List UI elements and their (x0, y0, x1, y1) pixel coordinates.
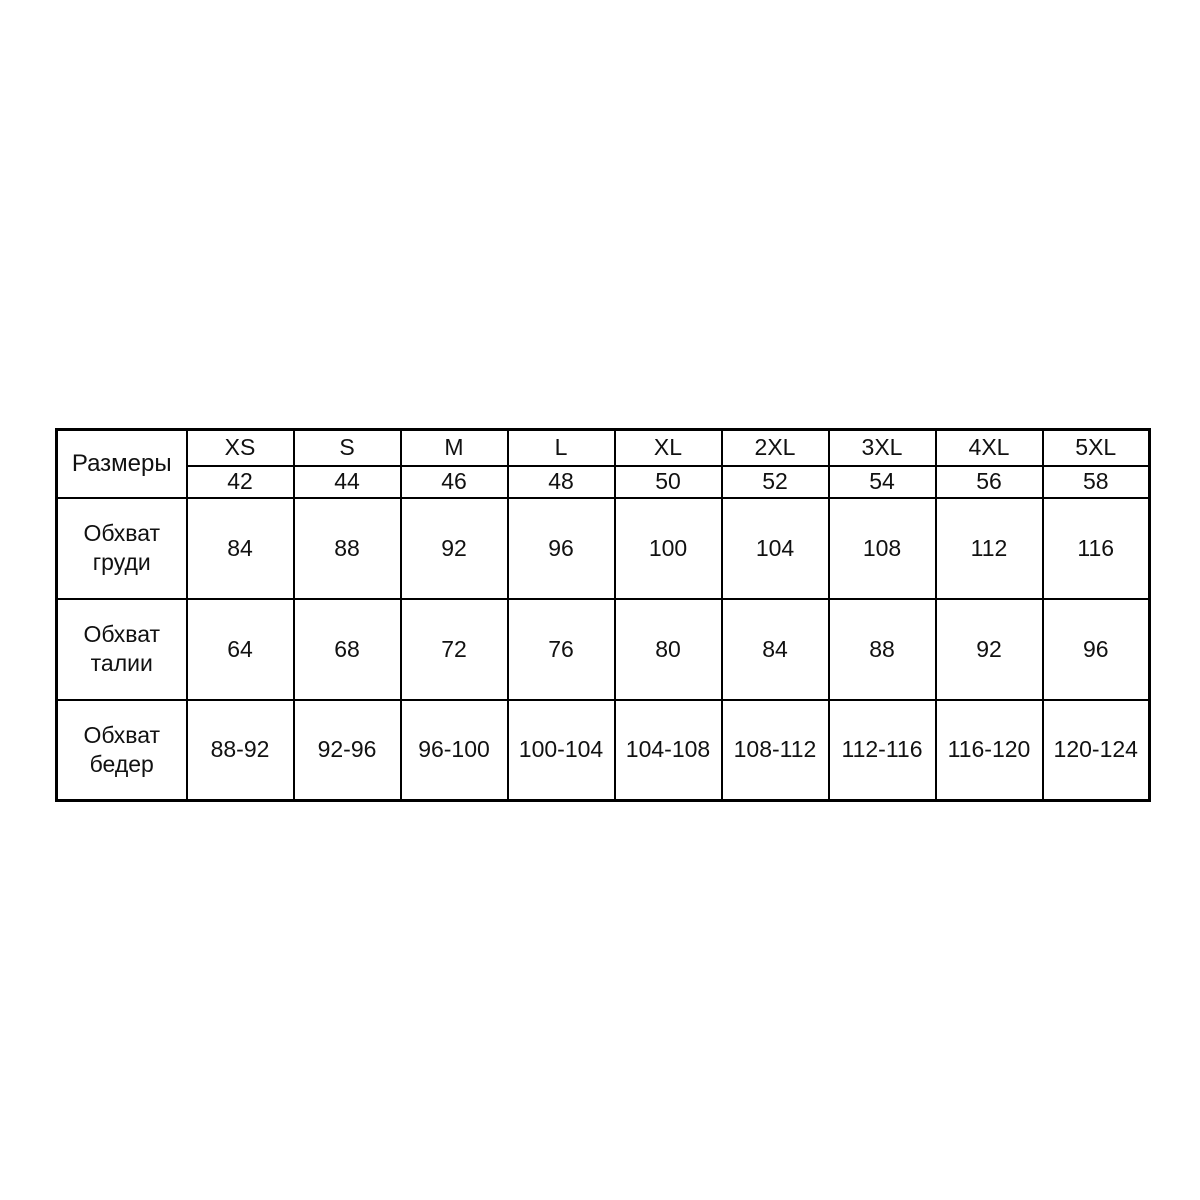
table-cell: 84 (722, 599, 829, 700)
table-cell: 88 (294, 498, 401, 599)
table-cell: 92 (401, 498, 508, 599)
table-cell: 80 (615, 599, 722, 700)
table-cell: 116-120 (936, 700, 1043, 801)
size-number-46: 46 (401, 466, 508, 498)
table-cell: 92-96 (294, 700, 401, 801)
table-cell: 92 (936, 599, 1043, 700)
corner-cell-sizes-label: Размеры (57, 430, 187, 498)
size-label-s: S (294, 430, 401, 466)
table-cell: 100-104 (508, 700, 615, 801)
table-cell: 96 (1043, 599, 1150, 700)
table-cell: 64 (187, 599, 294, 700)
table-cell: 76 (508, 599, 615, 700)
size-label-3xl: 3XL (829, 430, 936, 466)
size-label-4xl: 4XL (936, 430, 1043, 466)
table-cell: 72 (401, 599, 508, 700)
row-label-hips: Обхват бедер (57, 700, 187, 801)
table-cell: 96 (508, 498, 615, 599)
size-label-5xl: 5XL (1043, 430, 1150, 466)
size-number-58: 58 (1043, 466, 1150, 498)
size-number-52: 52 (722, 466, 829, 498)
size-number-42: 42 (187, 466, 294, 498)
size-label-2xl: 2XL (722, 430, 829, 466)
table-cell: 84 (187, 498, 294, 599)
size-number-56: 56 (936, 466, 1043, 498)
size-label-xl: XL (615, 430, 722, 466)
waist-row (57, 599, 1150, 700)
size-number-50: 50 (615, 466, 722, 498)
table-cell: 88-92 (187, 700, 294, 801)
table-cell: 68 (294, 599, 401, 700)
size-number-row (57, 466, 1150, 498)
hips-row (57, 700, 1150, 801)
size-number-54: 54 (829, 466, 936, 498)
row-label-chest: Обхват груди (57, 498, 187, 599)
table-cell: 108-112 (722, 700, 829, 801)
table-cell: 104 (722, 498, 829, 599)
table-cell: 88 (829, 599, 936, 700)
size-chart-table (55, 428, 1151, 802)
table-cell: 116 (1043, 498, 1150, 599)
table-cell: 100 (615, 498, 722, 599)
row-label-waist: Обхват талии (57, 599, 187, 700)
size-number-44: 44 (294, 466, 401, 498)
table-cell: 120-124 (1043, 700, 1150, 801)
table-cell: 96-100 (401, 700, 508, 801)
table-cell: 112 (936, 498, 1043, 599)
table-cell: 104-108 (615, 700, 722, 801)
table-cell: 112-116 (829, 700, 936, 801)
size-label-l: L (508, 430, 615, 466)
chest-row (57, 498, 1150, 599)
size-name-row (57, 430, 1150, 466)
size-label-m: M (401, 430, 508, 466)
table-cell: 108 (829, 498, 936, 599)
size-number-48: 48 (508, 466, 615, 498)
size-label-xs: XS (187, 430, 294, 466)
